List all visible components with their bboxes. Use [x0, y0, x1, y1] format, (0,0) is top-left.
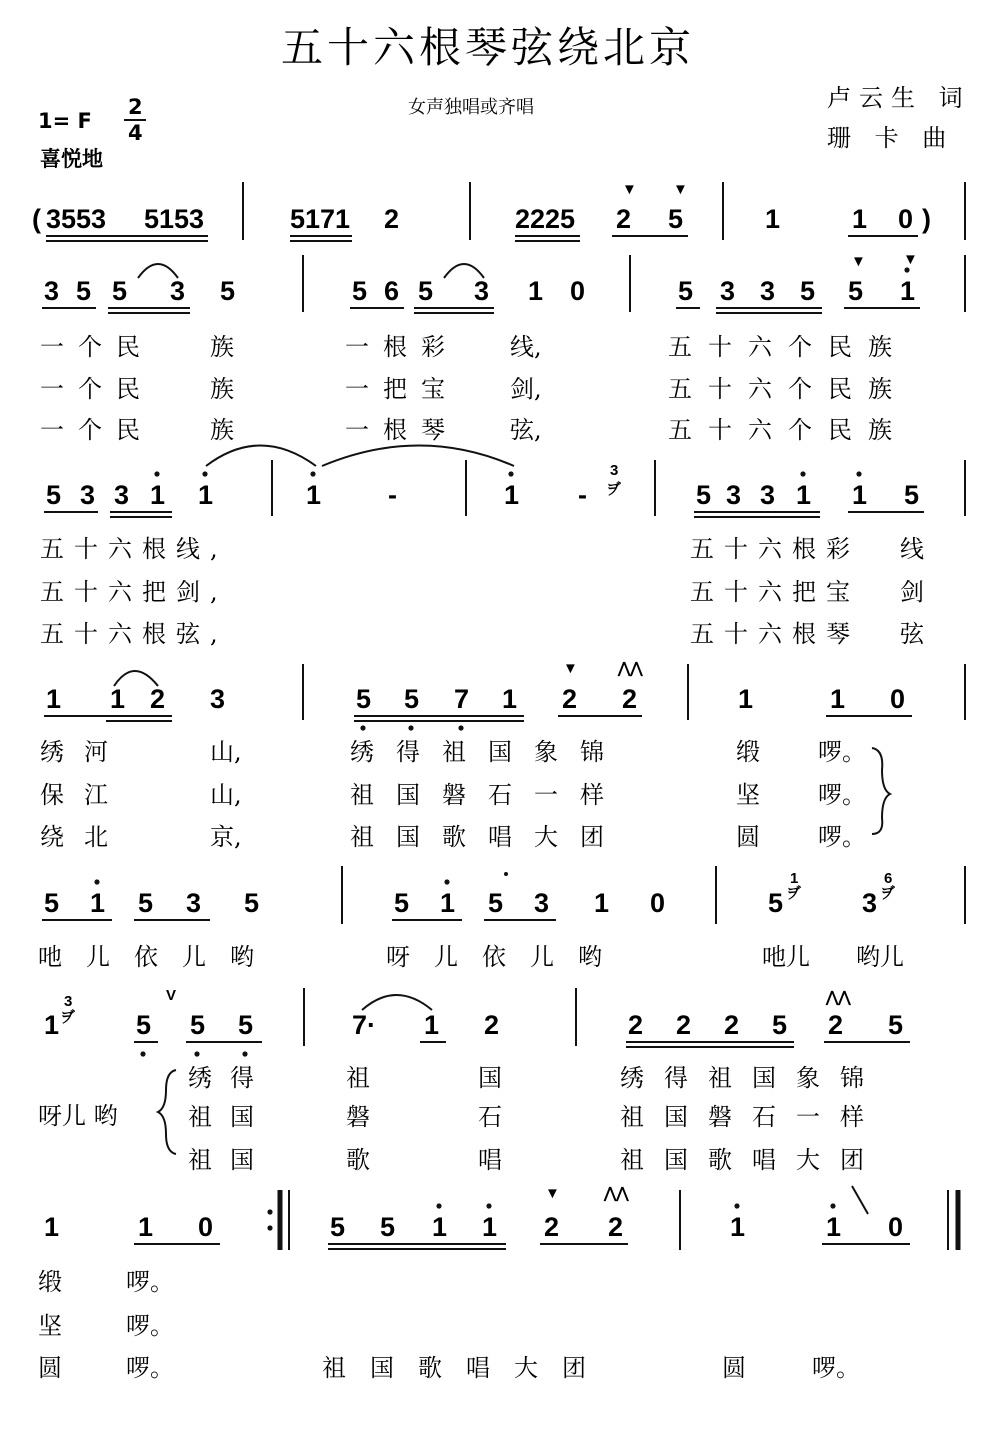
note: 6	[384, 276, 400, 306]
note: 5	[220, 276, 236, 306]
time-signature-bottom: 4	[128, 121, 143, 145]
lyric: 一个民	[40, 333, 154, 361]
lyric: 绣得	[188, 1064, 272, 1092]
lyric: 坚	[38, 1312, 62, 1340]
note: 5	[888, 1010, 904, 1040]
lyric: 山,	[210, 781, 242, 809]
note: 5	[668, 204, 684, 234]
lyric: 五十六个民族	[668, 333, 908, 361]
note: 3	[44, 276, 60, 306]
note: 0	[890, 684, 906, 714]
key-signature: 1= F	[38, 109, 92, 133]
lyric: 五十六个民族	[668, 416, 908, 444]
lyric: 族	[210, 375, 234, 403]
row-4	[44, 660, 965, 731]
row-7	[44, 1185, 958, 1250]
lyric: 祖国磐石一样	[350, 781, 626, 809]
note: 2	[616, 204, 632, 234]
lyric: 五十六根线,	[40, 535, 228, 563]
note: 5	[76, 276, 92, 306]
lyric: 剑,	[510, 375, 542, 403]
lyric: 啰。	[126, 1354, 174, 1382]
grace-note: 3	[64, 993, 73, 1010]
note: 1	[528, 276, 544, 306]
note: 5	[190, 1010, 206, 1040]
note-group: 3553	[46, 204, 107, 234]
slur	[322, 446, 514, 467]
note: 5	[696, 480, 712, 510]
note: 5	[394, 888, 410, 918]
tempo-marking: 喜悦地	[40, 147, 103, 171]
note: 5	[488, 888, 504, 918]
performance-note: 女声独唱或齐唱	[408, 97, 534, 118]
note: 2	[384, 204, 400, 234]
brace	[872, 748, 890, 834]
note: 1	[110, 684, 126, 714]
note: 3	[474, 276, 490, 306]
note: 5	[768, 888, 784, 918]
slur	[362, 995, 432, 1010]
lyric: 国	[478, 1064, 502, 1092]
lyric: 吔儿依儿哟	[38, 943, 278, 971]
note: 1	[432, 1212, 448, 1242]
note-group: 5153	[144, 204, 205, 234]
lyric: 石	[478, 1103, 502, 1131]
note: 1	[594, 888, 610, 918]
note: 2	[622, 684, 638, 714]
note: 5	[46, 480, 62, 510]
lyric: 啰。	[818, 781, 866, 809]
note: 5	[380, 1212, 396, 1242]
note: 5	[44, 888, 60, 918]
note: 1	[150, 480, 166, 510]
lyric: 五十六根琴	[690, 620, 860, 648]
note: 3	[720, 276, 736, 306]
note-group: 2225	[515, 204, 576, 234]
note: 3	[80, 480, 96, 510]
note: 1	[138, 1212, 154, 1242]
note: 5	[772, 1010, 788, 1040]
note: 1	[504, 480, 520, 510]
note: 2	[484, 1010, 500, 1040]
lyric: 五十六把宝	[690, 578, 860, 606]
grace-mark: ヺ	[606, 481, 622, 498]
paren-open: (	[32, 204, 41, 234]
lyrics-e	[38, 1064, 884, 1214]
mordent-mark: ⋀⋀	[826, 989, 851, 1006]
direction-mark	[852, 1186, 868, 1214]
note: 3	[114, 480, 130, 510]
note: 1	[738, 684, 754, 714]
note: 1	[852, 480, 868, 510]
lyrics-a	[40, 333, 908, 444]
note: 0	[888, 1212, 904, 1242]
lyric: 缎	[736, 738, 760, 766]
lyric: 绕北	[40, 823, 128, 851]
lyric: 京,	[210, 823, 242, 851]
note: 1	[765, 204, 781, 234]
note: 1	[900, 276, 916, 306]
note: 5	[848, 276, 864, 306]
accent-mark: ▼	[563, 660, 578, 677]
lyric: 祖国	[188, 1103, 272, 1131]
lyric: 啰。	[126, 1312, 174, 1340]
lyric: 一根琴	[345, 416, 459, 444]
note: 1	[90, 888, 106, 918]
composer-credit: 珊 卡 曲	[827, 124, 955, 152]
note: 3	[760, 480, 776, 510]
note: 5	[418, 276, 434, 306]
grace-note: 3	[610, 462, 619, 479]
note: 5	[112, 276, 128, 306]
note: 3	[170, 276, 186, 306]
note: 5	[356, 684, 372, 714]
note: 2	[150, 684, 166, 714]
lyric: 歌	[346, 1146, 370, 1174]
row-3	[44, 446, 965, 518]
lyric: 弦	[900, 620, 924, 648]
song-title: 五十六根琴弦绕北京	[280, 23, 696, 72]
lyric: 哟儿	[856, 943, 904, 971]
note: 2	[544, 1212, 560, 1242]
lyric: 磐	[346, 1103, 370, 1131]
lyric: 族	[210, 416, 234, 444]
note: 5	[244, 888, 260, 918]
lyric: 圆	[736, 823, 760, 851]
lyric: 呀儿依儿哟	[386, 943, 626, 971]
note: 2	[676, 1010, 692, 1040]
note: 5	[330, 1212, 346, 1242]
dash: -	[388, 480, 397, 510]
note: 5	[800, 276, 816, 306]
lyric: 唱	[478, 1146, 502, 1174]
grace-note: 1	[790, 870, 799, 887]
lyric: 啰。	[126, 1268, 174, 1296]
lyric: 族	[210, 333, 234, 361]
note: 7·	[352, 1010, 377, 1040]
lyric: 祖国歌唱大团	[322, 1354, 610, 1382]
lyric: 圆	[722, 1354, 746, 1382]
note: 0	[198, 1212, 214, 1242]
note: 1	[830, 684, 846, 714]
lyrics-b	[40, 535, 925, 648]
note: 1	[502, 684, 518, 714]
brace	[158, 1070, 176, 1154]
lyricist-credit: 卢云生 词	[827, 84, 971, 112]
lyric: 绣河	[40, 738, 128, 766]
intro-row	[32, 181, 965, 241]
row-5	[42, 866, 965, 924]
lyrics-d	[38, 943, 904, 971]
lyric: 五十六根彩	[690, 535, 860, 563]
note: 0	[570, 276, 586, 306]
grace-mark: ヺ	[786, 885, 802, 902]
note: 1	[44, 1212, 60, 1242]
lyric: 五十六个民族	[668, 375, 908, 403]
accent-mark: ▼	[851, 253, 866, 270]
note: 1	[306, 480, 322, 510]
lyric: 线	[900, 535, 924, 563]
note: 2	[562, 684, 578, 714]
note: 2	[628, 1010, 644, 1040]
note: 3	[726, 480, 742, 510]
note: 1	[198, 480, 214, 510]
lyric: 保江	[40, 781, 128, 809]
lyric: 啰。	[818, 738, 866, 766]
accent-mark: ▼	[622, 181, 637, 198]
note: 1	[44, 1010, 60, 1040]
note: 1	[482, 1212, 498, 1242]
note: 2	[828, 1010, 844, 1040]
grace-note: 6	[884, 870, 893, 887]
lyric: 绣得祖国象锦	[350, 738, 626, 766]
lyric: 线,	[510, 333, 542, 361]
note: 5	[138, 888, 154, 918]
note: 5	[136, 1010, 152, 1040]
lyric: 祖	[346, 1064, 370, 1092]
note: 1	[730, 1212, 746, 1242]
note: 5	[352, 276, 368, 306]
note: 1	[424, 1010, 440, 1040]
lyric: 一个民	[40, 416, 154, 444]
lyric: 啰。	[812, 1354, 860, 1382]
note: 2	[608, 1212, 624, 1242]
lyric: 祖国歌唱大团	[350, 823, 626, 851]
note: 1	[796, 480, 812, 510]
lyric: 缎	[38, 1268, 62, 1296]
mordent-mark: ⋀⋀	[618, 660, 643, 677]
note: 1	[46, 684, 62, 714]
note: 1	[826, 1212, 842, 1242]
lyric: 弦,	[510, 416, 542, 444]
lyric: 啰。	[818, 823, 866, 851]
note: 5	[238, 1010, 254, 1040]
mordent-mark: ⋀⋀	[604, 1185, 629, 1202]
lyric: 五十六根弦,	[40, 620, 228, 648]
note: 3	[534, 888, 550, 918]
lyrics-c	[40, 738, 890, 851]
lyric: 呀儿 哟	[38, 1102, 118, 1130]
lyric: 圆	[38, 1354, 62, 1382]
lyric: 一根彩	[345, 333, 459, 361]
lyric: 坚	[736, 781, 760, 809]
time-signature-top: 2	[128, 95, 143, 119]
note: 0	[650, 888, 666, 918]
lyric: 祖国歌唱大团	[620, 1146, 884, 1174]
note: 5	[678, 276, 694, 306]
note: 1	[852, 204, 868, 234]
breath-mark: V	[166, 987, 177, 1004]
grace-mark: ヺ	[880, 885, 896, 902]
row-6	[44, 987, 910, 1057]
grace-mark: ヺ	[60, 1009, 76, 1026]
note: 5	[904, 480, 920, 510]
lyric: 祖国	[188, 1146, 272, 1174]
accent-mark: ▼	[903, 251, 918, 268]
lyric: 一把宝	[345, 375, 459, 403]
note: 0	[898, 204, 914, 234]
dash: -	[578, 480, 587, 510]
note: 1	[440, 888, 456, 918]
note: 3	[186, 888, 202, 918]
accent-mark: ▼	[545, 1185, 560, 1202]
note: 3	[760, 276, 776, 306]
lyric: 祖国磐石一样	[620, 1103, 884, 1131]
lyric: 吔儿	[762, 943, 810, 971]
lyric: 山,	[210, 738, 242, 766]
note: 3	[862, 888, 878, 918]
note: 2	[724, 1010, 740, 1040]
note-group: 5171	[290, 204, 351, 234]
lyric: 一个民	[40, 375, 154, 403]
note: 5	[404, 684, 420, 714]
lyric: 五十六把剑,	[40, 578, 228, 606]
lyric: 剑	[900, 578, 924, 606]
note: 3	[210, 684, 226, 714]
accent-mark: ▼	[673, 181, 688, 198]
paren-close: )	[922, 204, 931, 234]
slur	[206, 446, 316, 467]
lyrics-f	[38, 1268, 860, 1382]
note: 7	[454, 684, 470, 714]
lyric: 绣得祖国象锦	[620, 1064, 884, 1092]
row-2	[42, 251, 965, 313]
